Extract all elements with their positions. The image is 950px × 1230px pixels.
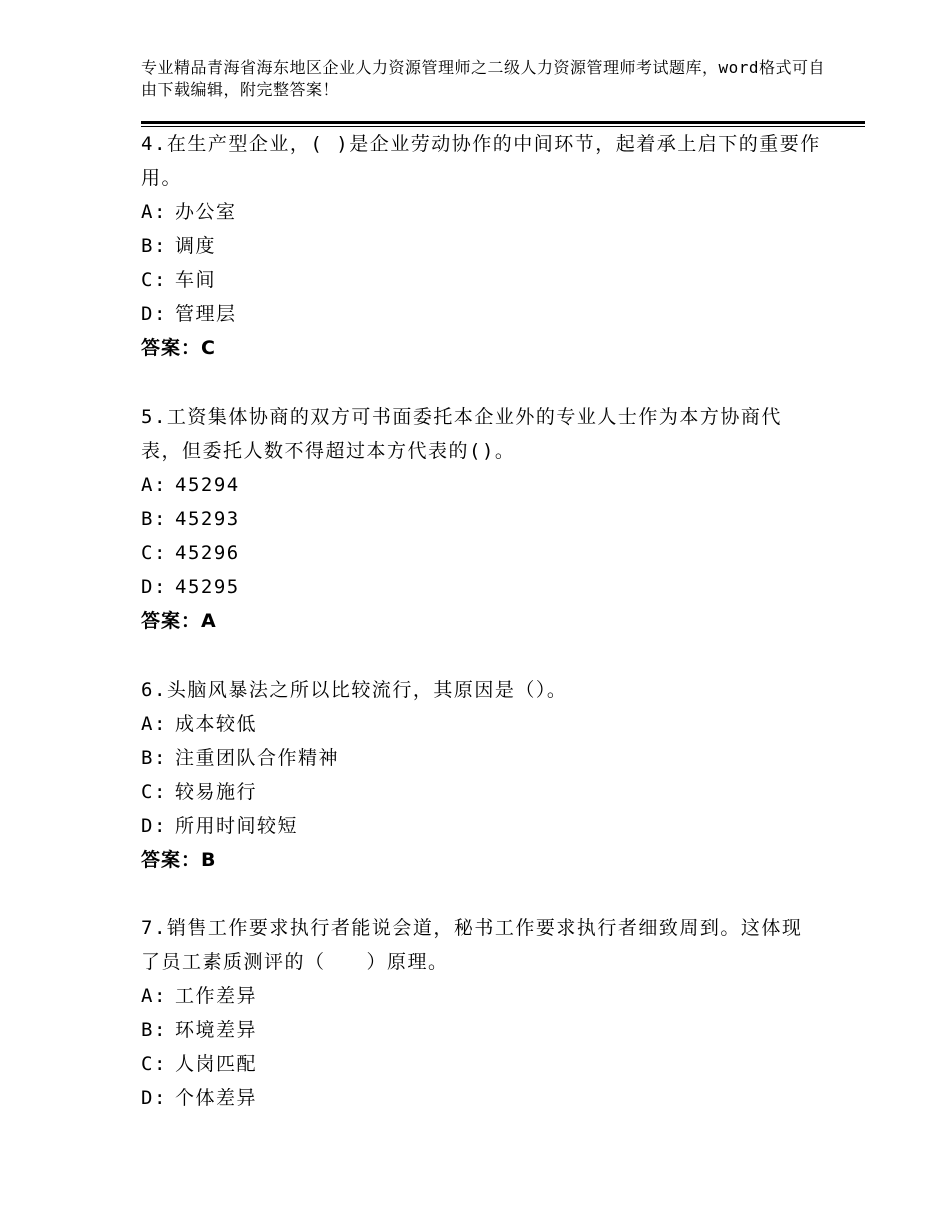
option-a (141, 707, 821, 741)
option-text: 45296 (175, 542, 240, 564)
option-letter: A: (141, 201, 167, 223)
option-letter: A: (141, 474, 167, 496)
option-letter: C: (141, 542, 167, 564)
option-text: 工作差异 (175, 985, 258, 1007)
question-text: 6.头脑风暴法之所以比较流行，其原因是（）。 (141, 679, 568, 701)
option-letter: D: (141, 815, 167, 837)
option-text: 车间 (175, 269, 217, 291)
option-text: 人岗匹配 (175, 1053, 258, 1075)
option-text: 所用时间较短 (175, 815, 299, 837)
answer-label: 答案：B (141, 849, 217, 871)
option-b (141, 502, 821, 536)
option-letter: A: (141, 713, 167, 735)
option-c (141, 775, 821, 809)
option-b (141, 1013, 821, 1047)
question-text: 4.在生产型企业，( )是企业劳动协作的中间环节，起着承上启下的重要作用。 (141, 133, 821, 189)
option-text: 注重团队合作精神 (175, 747, 340, 769)
document-header (141, 57, 841, 101)
option-text: 较易施行 (175, 781, 258, 803)
option-letter: B: (141, 747, 167, 769)
document-title: 专业精品青海省海东地区企业人力资源管理师之二级人力资源管理师考试题库，word格式可自由下载编辑，附完整答案！ (141, 58, 826, 99)
question-block (141, 127, 821, 365)
answer-label: 答案：A (141, 610, 217, 632)
question-text: 7.销售工作要求执行者能说会道，秘书工作要求执行者细致周到。这体现了员工素质测评的（ ）原理。 (141, 917, 803, 973)
option-letter: D: (141, 303, 167, 325)
option-b (141, 229, 821, 263)
option-text: 成本较低 (175, 713, 258, 735)
option-a (141, 979, 821, 1013)
option-d (141, 1081, 821, 1115)
option-letter: C: (141, 1053, 167, 1075)
option-letter: C: (141, 269, 167, 291)
answer-label: 答案：C (141, 337, 216, 359)
option-c (141, 536, 821, 570)
option-letter: D: (141, 1087, 167, 1109)
option-text: 办公室 (175, 201, 237, 223)
option-a (141, 468, 821, 502)
option-letter: A: (141, 985, 167, 1007)
option-b (141, 741, 821, 775)
option-text: 环境差异 (175, 1019, 258, 1041)
option-text: 个体差异 (175, 1087, 258, 1109)
option-c (141, 263, 821, 297)
option-text: 45294 (175, 474, 240, 496)
option-text: 管理层 (175, 303, 237, 325)
question-block (141, 911, 821, 1115)
option-a (141, 195, 821, 229)
option-c (141, 1047, 821, 1081)
option-letter: D: (141, 576, 167, 598)
question-block (141, 400, 821, 638)
header-divider-thick (141, 121, 865, 124)
question-text: 5.工资集体协商的双方可书面委托本企业外的专业人士作为本方协商代表，但委托人数不得超过本方代表的()。 (141, 406, 782, 462)
option-letter: B: (141, 235, 167, 257)
question-block (141, 673, 821, 877)
option-letter: B: (141, 1019, 167, 1041)
option-text: 45295 (175, 576, 240, 598)
option-d (141, 570, 821, 604)
option-d (141, 297, 821, 331)
option-letter: C: (141, 781, 167, 803)
option-text: 45293 (175, 508, 240, 530)
option-d (141, 809, 821, 843)
option-text: 调度 (175, 235, 217, 257)
option-letter: B: (141, 508, 167, 530)
